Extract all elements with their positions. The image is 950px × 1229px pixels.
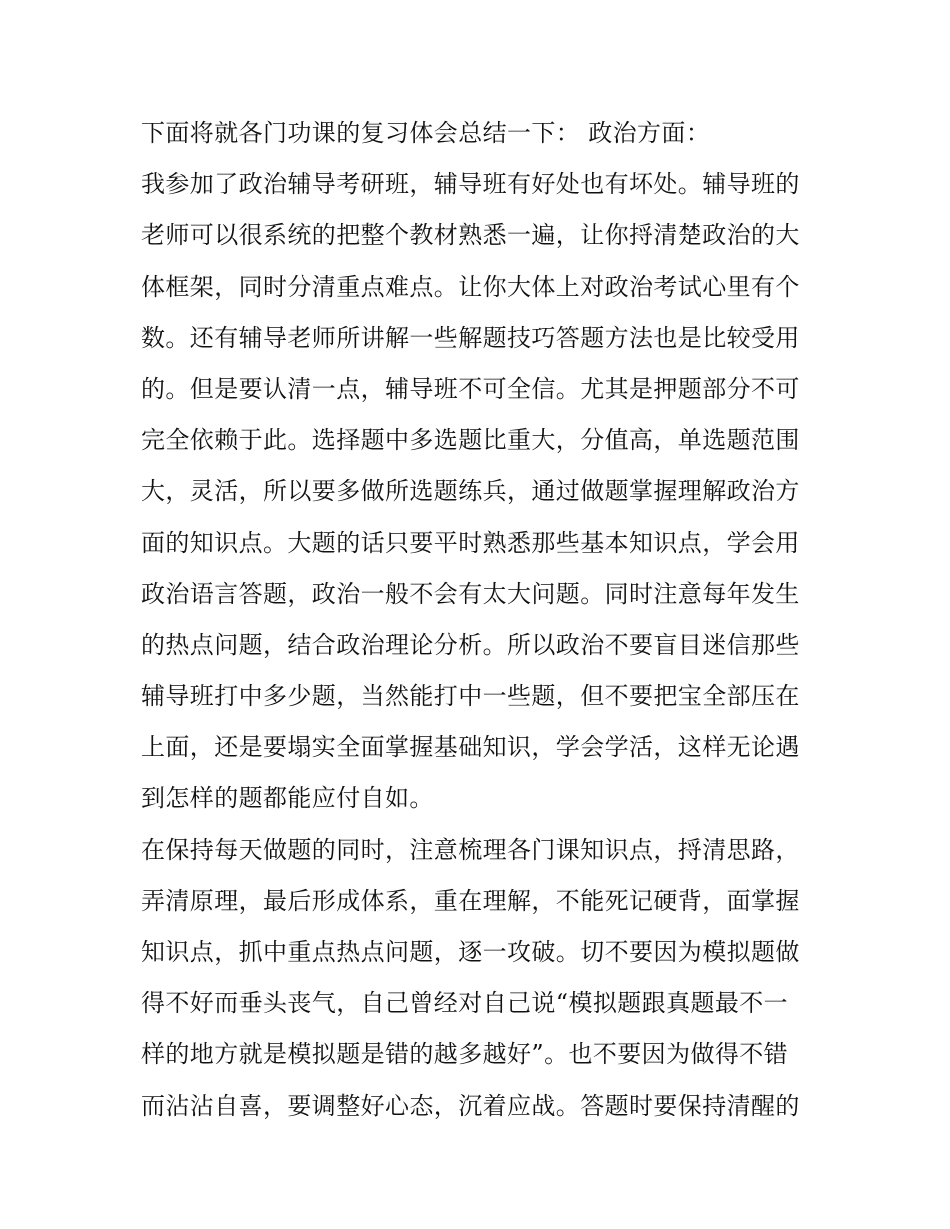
- text-line-20: 而沾沾自喜，要调整好心态，沉着应战。答题时要保持清醒的: [141, 1091, 800, 1120]
- text-line-8: 大，灵活，所以要多做所选题练兵，通过做题掌握理解政治方: [141, 477, 800, 506]
- document-body: [141, 108, 821, 1132]
- text-line-9: 面的知识点。大题的话只要平时熟悉那些基本知识点，学会用: [141, 528, 800, 557]
- text-line-4: 体框架，同时分清重点难点。让你大体上对政治考试心里有个: [141, 272, 800, 301]
- text-line-11: 的热点问题，结合政治理论分析。所以政治不要盲目迷信那些: [141, 630, 800, 659]
- text-line-1: 下面将就各门功课的复习体会总结一下： 政治方面：: [141, 119, 711, 147]
- text-line-17: 知识点，抓中重点热点问题，逐一攻破。切不要因为模拟题做: [141, 938, 800, 966]
- text-line-3: 老师可以很系统的把整个教材熟悉一遍，让你捋清楚政治的大: [141, 221, 800, 250]
- text-line-18: 得不好而垂头丧气，自己曾经对自己说“模拟题跟真题最不一: [141, 989, 789, 1018]
- text-line-10: 政治语言答题，政治一般不会有太大问题。同时注意每年发生: [141, 579, 800, 608]
- text-line-2: 我参加了政治辅导考研班，辅导班有好处也有坏处。辅导班的: [141, 170, 800, 199]
- text-line-19: 样的地方就是模拟题是错的越多越好”。也不要因为做得不错: [141, 1040, 789, 1069]
- text-line-12: 辅导班打中多少题，当然能打中一些题，但不要把宝全部压在: [141, 682, 800, 711]
- text-line-14: 到怎样的题都能应付自如。: [141, 784, 434, 813]
- text-line-13: 上面，还是要塌实全面掌握基础知识，学会学活，这样无论遇: [141, 733, 800, 762]
- text-line-15: 在保持每天做题的同时，注意梳理各门课知识点，捋清思路，: [141, 835, 800, 864]
- text-line-5: 数。还有辅导老师所讲解一些解题技巧答题方法也是比较受用: [141, 323, 800, 352]
- text-line-6: 的。但是要认清一点，辅导班不可全信。尤其是押题部分不可: [141, 374, 800, 403]
- text-line-16: 弄清原理，最后形成体系，重在理解，不能死记硬背，面掌握: [141, 886, 800, 915]
- text-line-7: 完全依赖于此。选择题中多选题比重大，分值高，单选题范围: [141, 426, 800, 455]
